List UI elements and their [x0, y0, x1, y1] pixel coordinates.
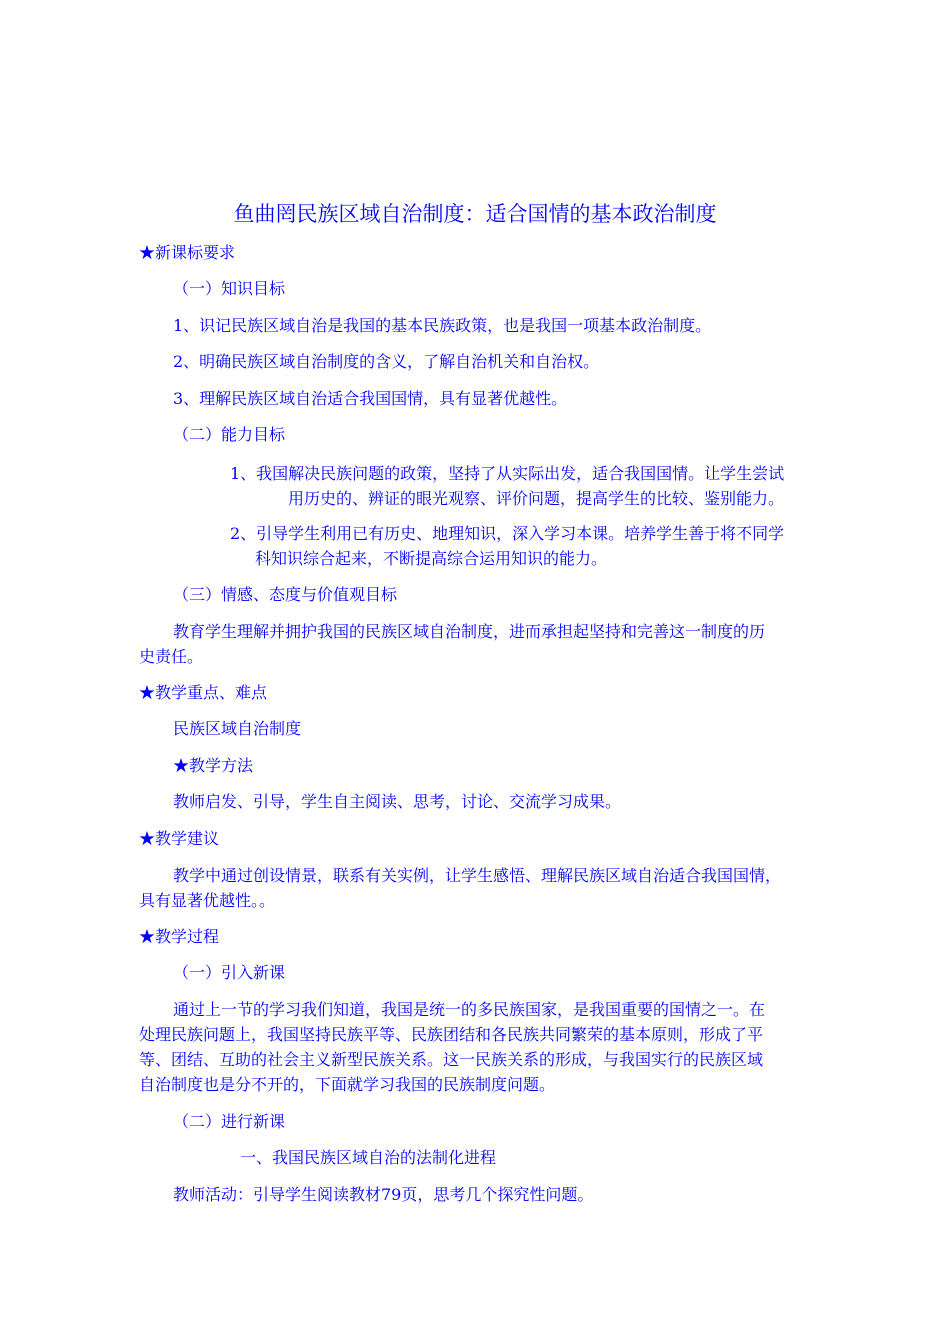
section-heading-course-requirements: ★新课标要求 [139, 243, 236, 262]
section-heading-methods: ★教学方法 [173, 756, 254, 775]
knowledge-goal-3: 3、理解民族区域自治适合我国国情，具有显著优越性。 [173, 389, 568, 408]
intro-heading: （一）引入新课 [173, 963, 286, 982]
ability-goal-1-line-2: 用历史的、辨证的眼光观察、评价问题，提高学生的比较、鉴别能力。 [288, 489, 785, 508]
intro-line-4: 自治制度也是分不开的，下面就学习我国的民族制度问题。 [139, 1075, 556, 1094]
ability-goals-heading: （二）能力目标 [173, 425, 286, 444]
section-heading-key-points: ★教学重点、难点 [139, 683, 268, 702]
methods-text: 教师启发、引导，学生自主阅读、思考，讨论、交流学习成果。 [173, 792, 622, 811]
ability-goal-2-line-2: 科知识综合起来，不断提高综合运用知识的能力。 [255, 549, 608, 568]
knowledge-goal-1: 1、识记民族区域自治是我国的基本民族政策，也是我国一项基本政治制度。 [173, 316, 712, 335]
new-lesson-heading: （二）进行新课 [173, 1112, 286, 1131]
ability-goal-2-line-1: 2、引导学生利用已有历史、地理知识，深入学习本课。培养学生善于将不同学 [230, 524, 785, 543]
intro-line-3: 等、团结、互助的社会主义新型民族关系。这一民族关系的形成，与我国实行的民族区域 [139, 1050, 764, 1069]
suggestions-line-1: 教学中通过创设情景，联系有关实例，让学生感悟、理解民族区域自治适合我国国情， [173, 866, 782, 885]
section-heading-process: ★教学过程 [139, 927, 220, 946]
values-goal-line-2: 史责任。 [139, 647, 204, 666]
document-title: 鱼曲罔民族区域自治制度：适合国情的基本政治制度 [233, 202, 717, 226]
values-goal-line-1: 教育学生理解并拥护我国的民族区域自治制度，进而承担起坚持和完善这一制度的历 [173, 622, 766, 641]
intro-line-2: 处理民族问题上，我国坚持民族平等、民族团结和各民族共同繁荣的基本原则，形成了平 [139, 1025, 764, 1044]
teacher-activity: 教师活动：引导学生阅读教材79页，思考几个探究性问题。 [173, 1185, 594, 1204]
intro-line-1: 通过上一节的学习我们知道，我国是统一的多民族国家，是我国重要的国情之一。在 [173, 1000, 766, 1019]
key-points-text: 民族区域自治制度 [173, 719, 302, 738]
ability-goal-1-line-1: 1、我国解决民族问题的政策，坚持了从实际出发，适合我国国情。让学生尝试 [230, 464, 785, 483]
suggestions-line-2: 具有显著优越性。。 [139, 891, 276, 910]
section-heading-suggestions: ★教学建议 [139, 829, 220, 848]
section-one-heading: 一、我国民族区域自治的法制化进程 [240, 1148, 497, 1167]
knowledge-goal-2: 2、明确民族区域自治制度的含义，了解自治机关和自治权。 [173, 352, 600, 371]
knowledge-goals-heading: （一）知识目标 [173, 279, 286, 298]
values-goals-heading: （三）情感、态度与价值观目标 [173, 585, 398, 604]
